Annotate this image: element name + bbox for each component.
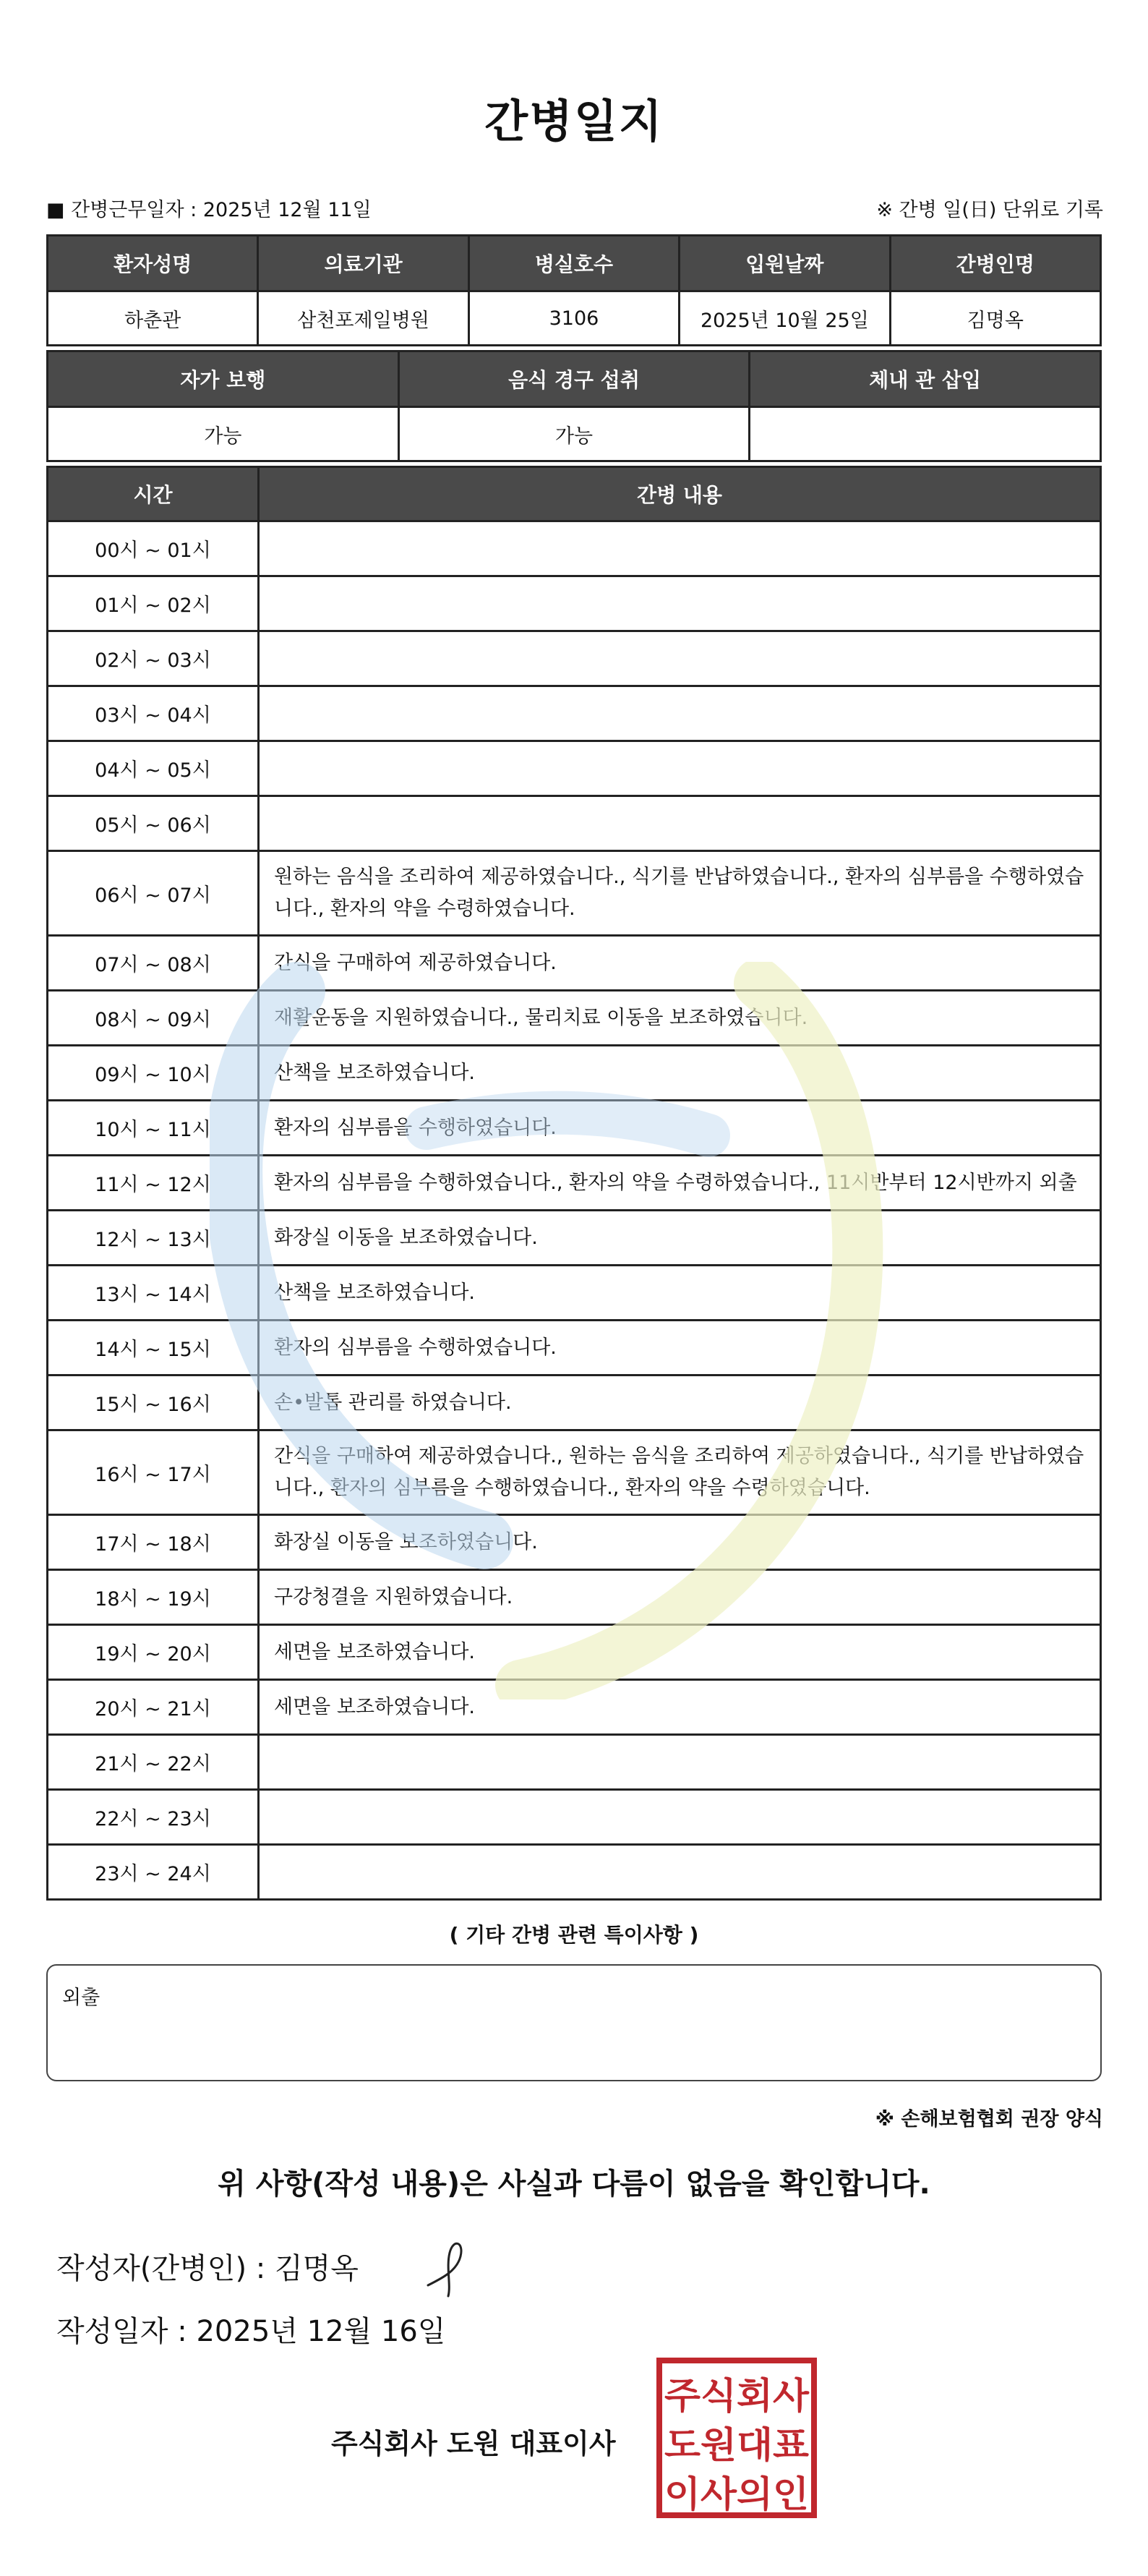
header-tube-insertion: 체내 관 삽입 bbox=[750, 351, 1101, 407]
log-time: 18시 ~ 19시 bbox=[48, 1570, 259, 1625]
admission-date: 2025년 10월 25일 bbox=[680, 291, 890, 346]
work-date: ■ 간병근무일자 : 2025년 12월 11일 bbox=[46, 199, 372, 221]
log-time: 10시 ~ 11시 bbox=[48, 1101, 259, 1156]
log-content: 산책을 보조하였습니다. bbox=[259, 1046, 1101, 1101]
self-walking-value: 가능 bbox=[48, 407, 399, 461]
status-header-row bbox=[48, 351, 1101, 407]
log-content: 세면을 보조하였습니다. bbox=[259, 1680, 1101, 1735]
header-patient-name: 환자성명 bbox=[48, 236, 258, 291]
log-content bbox=[259, 1790, 1101, 1845]
caregiver-name: 김명옥 bbox=[890, 291, 1100, 346]
log-time: 21시 ~ 22시 bbox=[48, 1735, 259, 1790]
log-row bbox=[48, 576, 1101, 631]
log-content: 재활운동을 지원하였습니다., 물리치료 이동을 보조하였습니다. bbox=[259, 991, 1101, 1046]
log-time: 03시 ~ 04시 bbox=[48, 686, 259, 741]
patient-name: 하춘관 bbox=[48, 291, 258, 346]
log-content: 환자의 심부름을 수행하였습니다. bbox=[259, 1101, 1101, 1156]
log-row bbox=[48, 1430, 1101, 1515]
header-self-walking: 자가 보행 bbox=[48, 351, 399, 407]
log-row bbox=[48, 1790, 1101, 1845]
writer-line: 작성자(간병인) : 김명옥 bbox=[56, 2252, 359, 2285]
log-content bbox=[259, 1735, 1101, 1790]
log-content: 손•발톱 관리를 하였습니다. bbox=[259, 1376, 1101, 1430]
log-time: 05시 ~ 06시 bbox=[48, 796, 259, 851]
header-caregiver: 간병인명 bbox=[890, 236, 1100, 291]
log-time: 02시 ~ 03시 bbox=[48, 631, 259, 686]
log-time: 11시 ~ 12시 bbox=[48, 1156, 259, 1211]
unit-note: ※ 간병 일(日) 단위로 기록 bbox=[876, 199, 1103, 221]
log-row bbox=[48, 741, 1101, 796]
header-admission-date: 입원날짜 bbox=[680, 236, 890, 291]
header-hospital: 의료기관 bbox=[258, 236, 468, 291]
log-row bbox=[48, 1156, 1101, 1211]
log-row bbox=[48, 1735, 1101, 1790]
header-care-content: 간병 내용 bbox=[259, 467, 1101, 521]
log-time: 23시 ~ 24시 bbox=[48, 1845, 259, 1900]
header-room: 병실호수 bbox=[468, 236, 679, 291]
log-content: 화장실 이동을 보조하였습니다. bbox=[259, 1515, 1101, 1570]
log-content bbox=[259, 686, 1101, 741]
info-header-row bbox=[48, 236, 1101, 291]
log-content bbox=[259, 521, 1101, 576]
log-time: 08시 ~ 09시 bbox=[48, 991, 259, 1046]
log-row bbox=[48, 631, 1101, 686]
log-time: 15시 ~ 16시 bbox=[48, 1376, 259, 1430]
log-row bbox=[48, 1046, 1101, 1101]
log-row bbox=[48, 1321, 1101, 1376]
notes-title: ( 기타 간병 관련 특이사항 ) bbox=[449, 1923, 699, 1947]
log-time: 01시 ~ 02시 bbox=[48, 576, 259, 631]
patient-status-table bbox=[46, 350, 1102, 462]
log-row bbox=[48, 991, 1101, 1046]
log-content: 간식을 구매하여 제공하였습니다. bbox=[259, 936, 1101, 991]
oral-intake-value: 가능 bbox=[398, 407, 750, 461]
log-row bbox=[48, 1680, 1101, 1735]
log-row bbox=[48, 1625, 1101, 1680]
log-time: 13시 ~ 14시 bbox=[48, 1266, 259, 1321]
log-row bbox=[48, 796, 1101, 851]
log-row bbox=[48, 936, 1101, 991]
log-time: 06시 ~ 07시 bbox=[48, 851, 259, 936]
company-signatory: 주식회사 도원 대표이사 bbox=[331, 2428, 616, 2460]
log-row bbox=[48, 1211, 1101, 1266]
log-content: 산책을 보조하였습니다. bbox=[259, 1266, 1101, 1321]
log-content: 간식을 구매하여 제공하였습니다., 원하는 음식을 조리하여 제공하였습니다., 식기를 반납하였습니다., 환자의 심부름을 수행하였습니다., 환자의 약을 수령하였습니다. bbox=[259, 1430, 1101, 1515]
log-row bbox=[48, 851, 1101, 936]
company-seal-stamp bbox=[655, 2356, 818, 2520]
log-time: 17시 ~ 18시 bbox=[48, 1515, 259, 1570]
info-value-row bbox=[48, 291, 1101, 346]
log-content: 환자의 심부름을 수행하였습니다., 환자의 약을 수령하였습니다., 11시반부터 12시반까지 외출 bbox=[259, 1156, 1101, 1211]
log-time: 22시 ~ 23시 bbox=[48, 1790, 259, 1845]
log-content: 원하는 음식을 조리하여 제공하였습니다., 식기를 반납하였습니다., 환자의 심부름을 수행하였습니다., 환자의 약을 수령하였습니다. bbox=[259, 851, 1101, 936]
log-time: 19시 ~ 20시 bbox=[48, 1625, 259, 1680]
hospital: 삼천포제일병원 bbox=[258, 291, 468, 346]
document-title: 간병일지 bbox=[484, 95, 664, 148]
log-content: 화장실 이동을 보조하였습니다. bbox=[259, 1211, 1101, 1266]
log-content: 환자의 심부름을 수행하였습니다. bbox=[259, 1321, 1101, 1376]
log-time: 09시 ~ 10시 bbox=[48, 1046, 259, 1101]
log-time: 04시 ~ 05시 bbox=[48, 741, 259, 796]
seal-line-1: 주식회사 bbox=[664, 2375, 810, 2417]
log-content bbox=[259, 631, 1101, 686]
log-row bbox=[48, 1570, 1101, 1625]
log-content bbox=[259, 796, 1101, 851]
written-date: 작성일자 : 2025년 12월 16일 bbox=[56, 2315, 446, 2348]
log-row bbox=[48, 521, 1101, 576]
log-time: 16시 ~ 17시 bbox=[48, 1430, 259, 1515]
recommend-note: ※ 손해보험협회 권장 양식 bbox=[875, 2108, 1103, 2131]
status-value-row bbox=[48, 407, 1101, 461]
log-time: 07시 ~ 08시 bbox=[48, 936, 259, 991]
log-content bbox=[259, 741, 1101, 796]
header-oral-intake: 음식 경구 섭취 bbox=[398, 351, 750, 407]
seal-line-3: 이사의인 bbox=[664, 2473, 809, 2515]
log-time: 00시 ~ 01시 bbox=[48, 521, 259, 576]
patient-info-table bbox=[46, 234, 1102, 346]
log-content: 구강청결을 지원하였습니다. bbox=[259, 1570, 1101, 1625]
log-row bbox=[48, 1515, 1101, 1570]
log-row bbox=[48, 1845, 1101, 1900]
log-time: 20시 ~ 21시 bbox=[48, 1680, 259, 1735]
notes-text: 외출 bbox=[62, 1987, 100, 2009]
log-header-row bbox=[48, 467, 1101, 521]
log-row bbox=[48, 1266, 1101, 1321]
log-content: 세면을 보조하였습니다. bbox=[259, 1625, 1101, 1680]
log-content bbox=[259, 576, 1101, 631]
log-row bbox=[48, 1101, 1101, 1156]
log-row bbox=[48, 1376, 1101, 1430]
seal-line-2: 도원대표 bbox=[664, 2424, 810, 2466]
care-log-table bbox=[46, 466, 1102, 1901]
log-time: 12시 ~ 13시 bbox=[48, 1211, 259, 1266]
notes-box bbox=[46, 1964, 1102, 2081]
log-time: 14시 ~ 15시 bbox=[48, 1321, 259, 1376]
log-row bbox=[48, 686, 1101, 741]
header-time: 시간 bbox=[48, 467, 259, 521]
confirm-statement: 위 사항(작성 내용)은 사실과 다름이 없음을 확인합니다. bbox=[218, 2167, 930, 2201]
room-number: 3106 bbox=[468, 291, 679, 346]
log-content bbox=[259, 1845, 1101, 1900]
tube-insertion-value bbox=[750, 407, 1101, 461]
signature-mark bbox=[421, 2235, 486, 2300]
